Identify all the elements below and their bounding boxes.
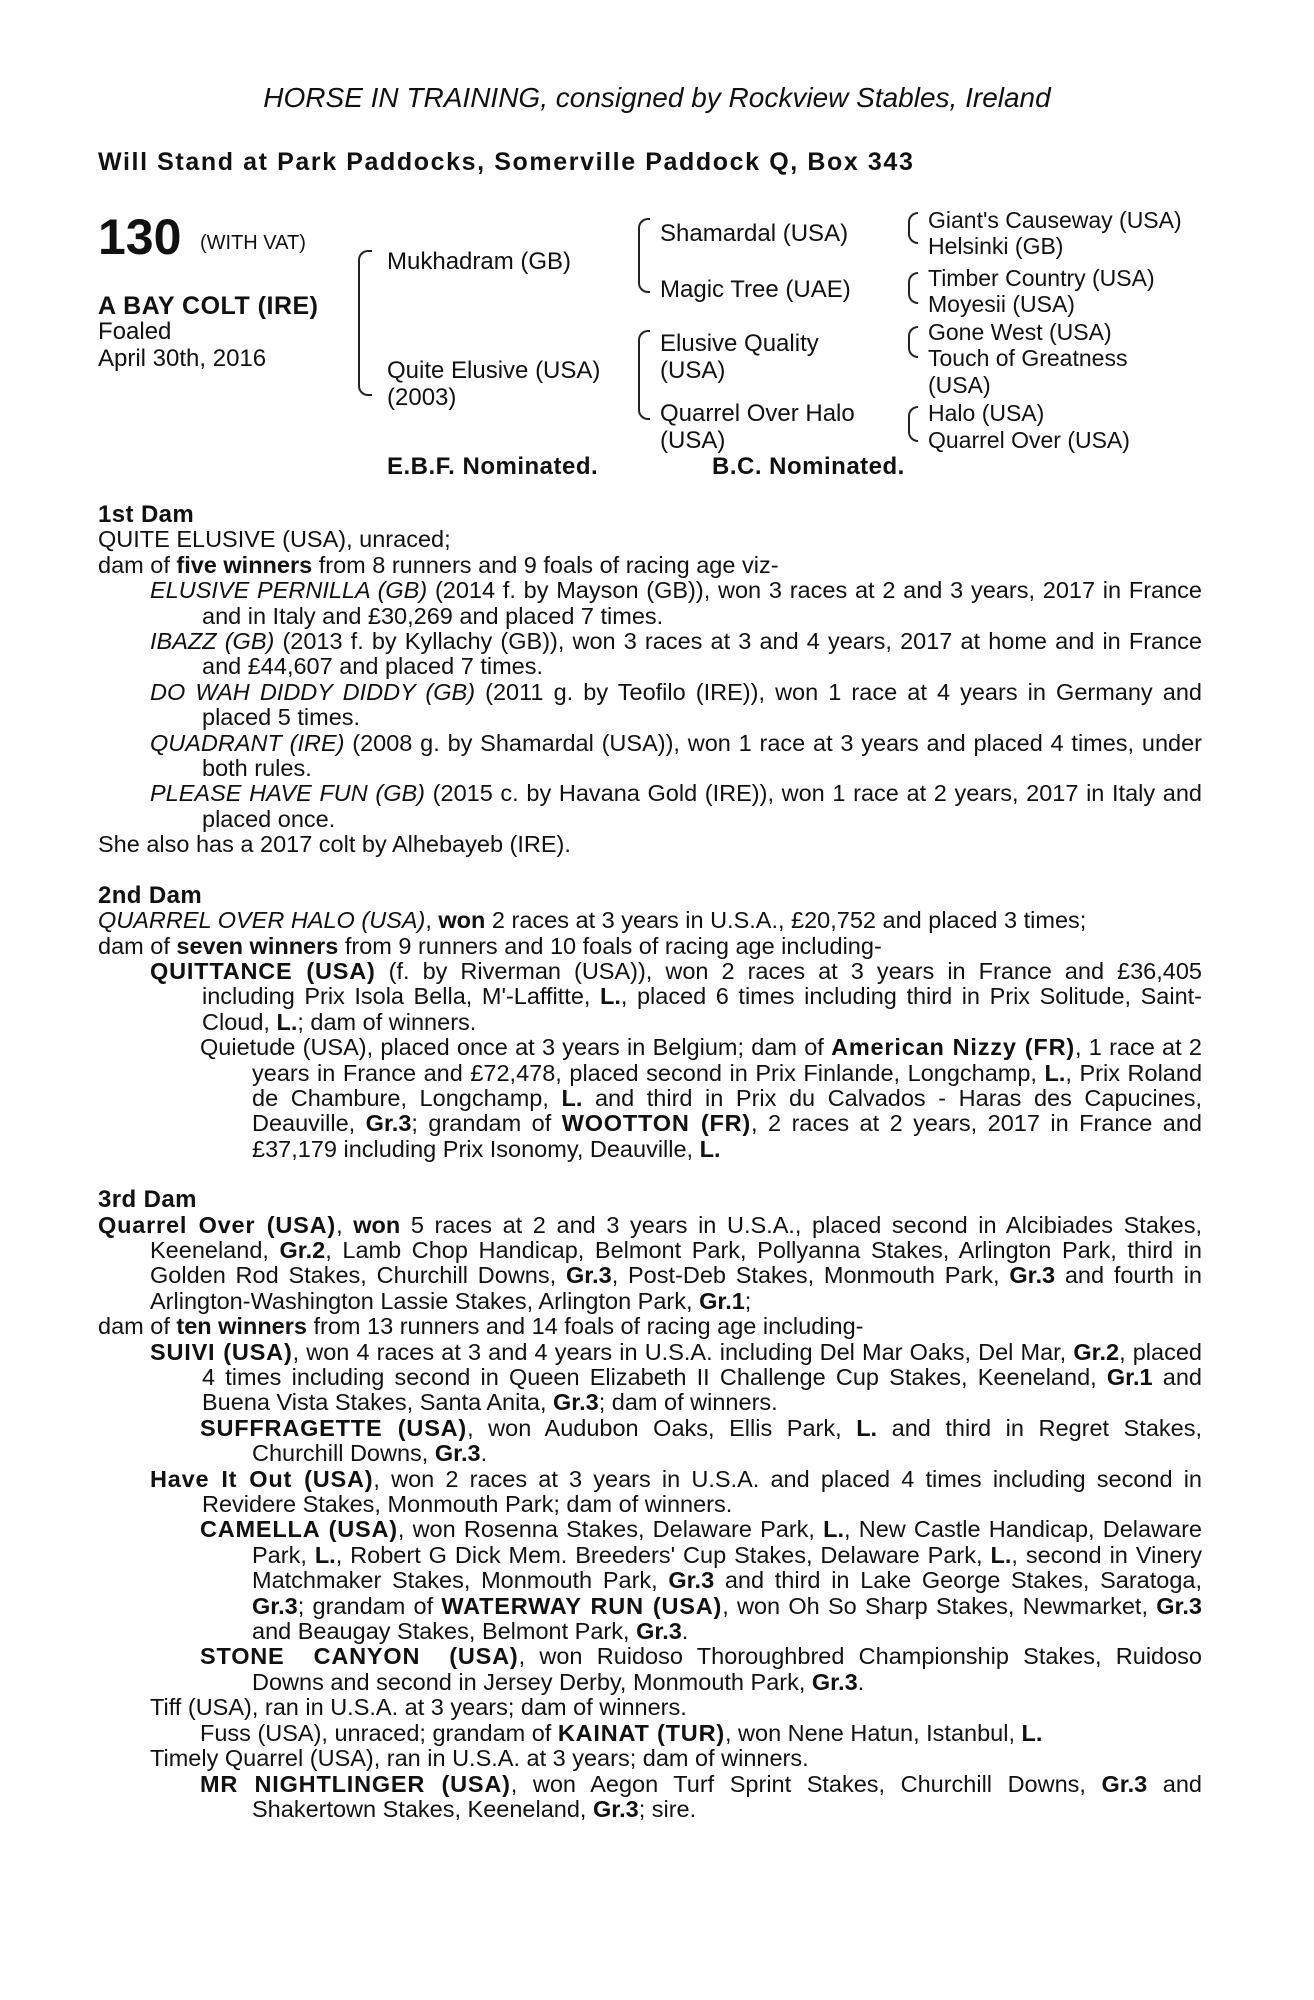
pedigree-bracket-ggs4	[908, 406, 918, 442]
pedigree-dam: Quite Elusive (USA)	[387, 357, 601, 384]
pedigree-bracket-ggs1	[908, 212, 918, 244]
lot-description: A BAY COLT (IRE)	[98, 292, 319, 320]
pedigree-ggs1: Giant's Causeway (USA)	[928, 207, 1182, 233]
third-dam-entry-have-it-out: Have It Out (USA), won 2 races at 3 years in U.S.A. and placed 4 times including second in Revidere Stakes, Monmouth Park; dam of winners.	[150, 1465, 1202, 1518]
first-dam-produce-summary: dam of five winners from 8 runners and 9 foals of racing age viz-	[98, 551, 779, 578]
stand-location: Will Stand at Park Paddocks, Somerville Paddock Q, Box 343	[98, 148, 915, 176]
bc-nominated: B.C. Nominated.	[712, 453, 905, 480]
second-dam-produce-summary: dam of seven winners from 9 runners and 10 foals of racing age including-	[98, 932, 882, 959]
pedigree-bracket-dam	[638, 330, 650, 420]
third-dam-entry-suivi: SUIVI (USA), won 4 races at 3 and 4 years in U.S.A. including Del Mar Oaks, Del Mar, Gr.2, placed 4 times including second in Queen Elizabeth II Challenge Cup Stakes, Keeneland, Gr.1 and Buena Vista Stakes, Santa Anita, Gr.3; dam of winners.	[150, 1338, 1202, 1416]
first-dam-runner-2: IBAZZ (GB) (2013 f. by Kyllachy (GB)), won 3 races at 3 and 4 years, 2017 at home and in France and £44,607 and placed 7 times.	[150, 628, 1202, 680]
first-dam-runner-4: QUADRANT (IRE) (2008 g. by Shamardal (USA)), won 1 race at 3 years and placed 4 times, under both rules.	[150, 729, 1202, 782]
dam-sections	[98, 502, 1202, 1822]
pedigree-bracket-gen1	[358, 250, 372, 396]
second-dam-entry-quittance: QUITTANCE (USA) (f. by Riverman (USA)), won 2 races at 3 years in France and £36,405 including Prix Isola Bella, M'-Laffitte, L., placed 6 times including third in Prix Solitude, Saint-Cloud, L.; dam of winners.	[150, 957, 1202, 1035]
first-dam-runner-1: ELUSIVE PERNILLA (GB) (2014 f. by Mayson (GB)), won 3 races at 2 and 3 years, 2017 in France and in Italy and £30,269 and placed 7 times.	[150, 577, 1202, 629]
foaled-date: April 30th, 2016	[98, 345, 267, 372]
pedigree-gs4-country: (USA)	[660, 427, 726, 454]
pedigree-bracket-ggs2	[908, 272, 918, 304]
third-dam-entry-suffragette: SUFFRAGETTE (USA), won Audubon Oaks, Ellis Park, L. and third in Regret Stakes, Churchill Downs, Gr.3.	[200, 1414, 1202, 1467]
third-dam-entry-fuss: Fuss (USA), unraced; grandam of KAINAT (TUR), won Nene Hatun, Istanbul, L.	[200, 1719, 1043, 1746]
pedigree-ggs3: Timber Country (USA)	[928, 265, 1155, 291]
second-dam-title: 2nd Dam	[98, 881, 203, 909]
second-dam-intro: QUARREL OVER HALO (USA), won 2 races at 3 years in U.S.A., £20,752 and placed 3 times;	[98, 907, 1087, 934]
pedigree-ggs6: Touch of Greatness	[928, 345, 1128, 371]
vat-note: (WITH VAT)	[200, 232, 306, 254]
third-dam-intro: Quarrel Over (USA), won 5 races at 2 and 3 years in U.S.A., placed second in Alcibiades Stakes, Keeneland, Gr.2, Lamb Chop Handicap, Belmont Park, Pollyanna Stakes, Arlington Park, third in Golden Rod Stakes, Churchill Downs, Gr.3, Post-Deb Stakes, Monmouth Park, Gr.3 and fourth in Arlington-Washington Lassie Stakes, Arlington Park, Gr.1;	[98, 1211, 1203, 1314]
page-title: HORSE IN TRAINING, consigned by Rockview Stables, Ireland	[263, 82, 1051, 113]
third-dam-entry-stone-canyon: STONE CANYON (USA), won Ruidoso Thoroughbred Championship Stakes, Ruidoso Downs and second in Jersey Derby, Monmouth Park, Gr.3.	[200, 1643, 1203, 1695]
pedigree-bracket-sire	[638, 218, 650, 293]
third-dam-produce-summary: dam of ten winners from 13 runners and 14 foals of racing age including-	[98, 1313, 864, 1340]
pedigree-ggs2: Helsinki (GB)	[928, 233, 1064, 259]
pedigree-ggs5: Gone West (USA)	[928, 319, 1112, 345]
pedigree-gs3: Elusive Quality	[660, 330, 819, 357]
pedigree-ggs4: Moyesii (USA)	[928, 291, 1075, 317]
pedigree-ggs7: Halo (USA)	[928, 400, 1045, 426]
pedigree-dam-year: (2003)	[387, 384, 457, 411]
first-dam-closing: She also has a 2017 colt by Alhebayeb (IRE).	[98, 831, 571, 858]
pedigree-sire: Mukhadram (GB)	[387, 248, 572, 275]
pedigree-gs2: Magic Tree (UAE)	[660, 276, 851, 303]
third-dam-entry-timely-quarrel: Timely Quarrel (USA), ran in U.S.A. at 3 years; dam of winners.	[150, 1745, 809, 1772]
pedigree-ggs6-country: (USA)	[928, 372, 991, 398]
first-dam-intro: QUITE ELUSIVE (USA), unraced;	[98, 526, 451, 553]
lot-number: 130	[98, 209, 182, 265]
pedigree-bracket-ggs3	[908, 326, 918, 358]
third-dam-entry-tiff: Tiff (USA), ran in U.S.A. at 3 years; dam of winners.	[150, 1694, 687, 1721]
ebf-nominated: E.B.F. Nominated.	[387, 453, 599, 480]
pedigree-gs4: Quarrel Over Halo	[660, 400, 855, 427]
third-dam-entry-mr-nightlinger: MR NIGHTLINGER (USA), won Aegon Turf Sprint Stakes, Churchill Downs, Gr.3 and Shakertown Stakes, Keeneland, Gr.3; sire.	[200, 1770, 1202, 1822]
foaled-label: Foaled	[98, 318, 172, 345]
third-dam-entry-camella: CAMELLA (USA), won Rosenna Stakes, Delaware Park, L., New Castle Handicap, Delaware Park, L., Robert G Dick Mem. Breeders' Cup Stakes, Delaware Park, L., second in Vinery Matchmaker Stakes, Monmouth Park, Gr.3 and third in Lake George Stakes, Saratoga, Gr.3; grandam of WATERWAY RUN (USA), won Oh So Sharp Stakes, Newmarket, Gr.3 and Beaugay Stakes, Belmont Park, Gr.3.	[200, 1516, 1203, 1645]
pedigree-gs3-country: (USA)	[660, 357, 726, 384]
pedigree-gs1: Shamardal (USA)	[660, 220, 849, 247]
third-dam-title: 3rd Dam	[98, 1186, 197, 1214]
second-dam-entry-quietude: Quietude (USA), placed once at 3 years in Belgium; dam of American Nizzy (FR), 1 race at 2 years in France and £72,478, placed second in Prix Finlande, Longchamp, L., Prix Roland de Chambure, Longchamp, L. and third in Prix du Calvados - Haras des Capucines, Deauville, Gr.3; grandam of WOOTTON (FR), 2 races at 2 years, 2017 in France and £37,179 including Prix Isonomy, Deauville, L.	[200, 1034, 1203, 1162]
first-dam-title: 1st Dam	[98, 501, 195, 528]
pedigree-ggs8: Quarrel Over (USA)	[928, 427, 1130, 453]
first-dam-runner-3: DO WAH DIDDY DIDDY (GB) (2011 g. by Teofilo (IRE)), won 1 race at 4 years in Germany and placed 5 times.	[150, 678, 1202, 731]
first-dam-runner-5: PLEASE HAVE FUN (GB) (2015 c. by Havana Gold (IRE)), won 1 race at 2 years, 2017 in Italy and placed once.	[150, 780, 1202, 832]
